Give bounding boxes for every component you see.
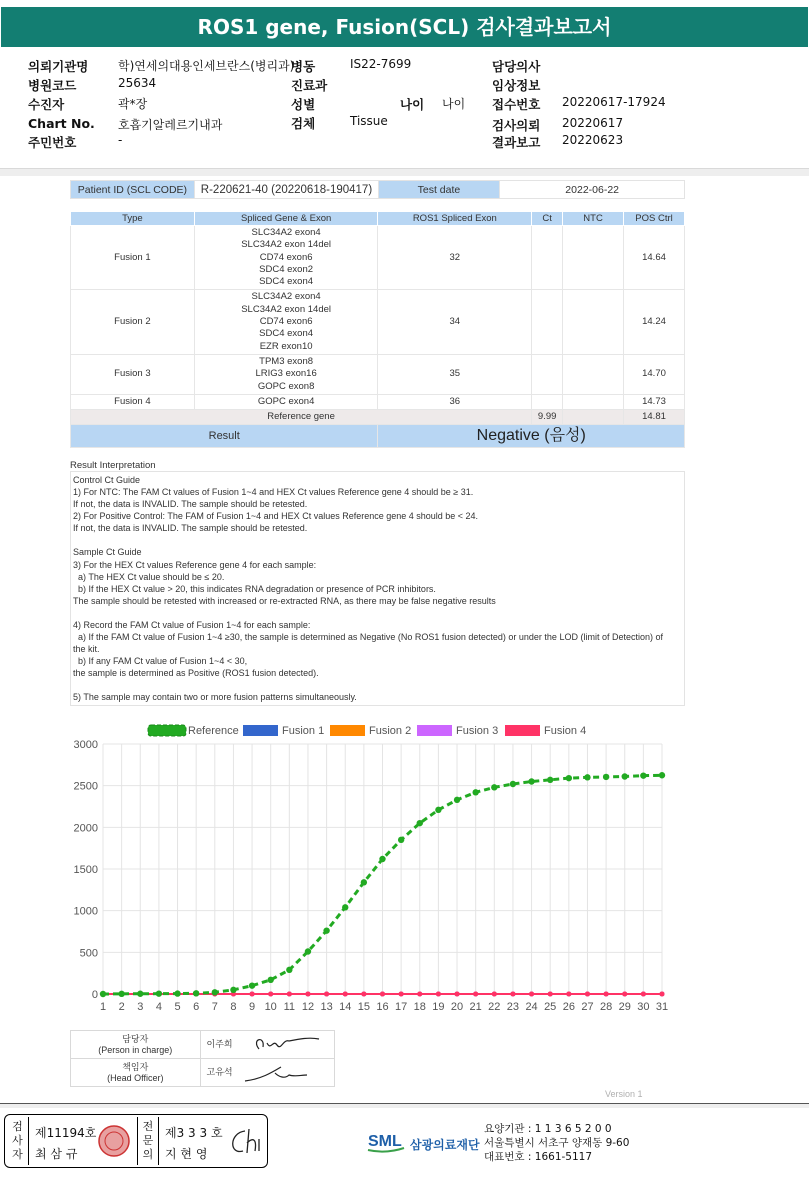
x-tick-label: 25 [544,1001,557,1013]
age-value: 나이 [442,97,466,111]
head-name: 고유석 [206,1067,233,1077]
data-point [641,992,646,997]
data-point [323,927,329,933]
gene-exon: GOPC exon8 [257,380,315,392]
data-point [622,992,627,997]
hospital-code-value: 25634 [118,76,157,90]
pid-value: R-220621-40 (20220618-190417) [194,181,378,199]
data-point [584,774,590,780]
data-point [472,789,478,795]
cell-type: Fusion 1 [71,226,195,290]
data-point [454,797,460,803]
x-tick-label: 2 [118,1001,125,1013]
y-tick-label: 2000 [73,822,98,835]
gene-exon: TPM3 exon8 [259,355,314,367]
inspector-name: 최 삼 규 [35,1147,78,1161]
x-tick-label: 5 [174,1001,181,1013]
data-point [510,992,515,997]
data-point [399,992,404,997]
interpretation-line: a) The HEX Ct value should be ≤ 20. [73,571,225,582]
chart-label: Chart No. [28,116,95,131]
data-point [622,773,628,779]
interpretation-line: 5) The sample may contain two or more fusion patterns simultaneously. [73,692,357,703]
x-tick-label: 19 [432,1001,445,1013]
data-point [566,775,572,781]
data-point [156,990,162,996]
result-value: Negative (음성) [378,425,685,448]
doctor-vertical-label [137,1117,159,1165]
specimen-label: 검체 [291,116,316,131]
data-point [305,948,311,954]
doctor-number: 제3 3 3 호 [165,1126,223,1140]
col-header: ROS1 Spliced Exon [378,212,532,226]
data-point [305,992,310,997]
section-divider [0,168,809,176]
reference-pos: 14.81 [624,410,685,425]
x-tick-label: 14 [339,1001,352,1013]
data-point [528,778,534,784]
x-tick-label: 6 [193,1001,200,1013]
specimen-value: Tissue [350,114,388,128]
x-tick-label: 24 [525,1001,538,1013]
clinical-label: 임상정보 [492,78,541,93]
y-tick-label: 1500 [73,864,98,876]
gene-exon: SLC34A2 exon4 [251,227,321,238]
data-point [193,990,199,996]
doctor-label: 담당의사 [492,59,541,74]
cell-genes [194,354,378,394]
data-point [640,772,646,778]
y-tick-label: 0 [91,989,98,1001]
y-tick-label: 500 [79,947,98,960]
id-label: 주민번호 [28,135,77,150]
interpretation-line: The sample should be retested with increased or re-extracted RNA, as there may be false negative results [73,595,496,606]
data-point [436,992,441,997]
results-table [70,211,685,448]
stamp-char: 자 [12,1148,23,1161]
x-tick-label: 1 [99,1001,107,1013]
receipt-value: 20220617-17924 [562,95,666,109]
signature-image [249,1033,329,1057]
data-point [361,992,366,997]
cell-exon: 34 [378,290,532,354]
data-point [548,992,553,997]
gene-exon: SDC4 exon2 [259,263,314,275]
legend-swatch [417,725,452,736]
cell-type: Fusion 2 [71,290,195,354]
data-point [137,991,143,997]
cell-genes [194,226,378,290]
x-tick-label: 30 [637,1001,650,1013]
legend-label: Fusion 3 [456,725,499,737]
data-point [287,992,292,997]
data-point [547,777,553,783]
x-tick-label: 7 [211,1001,218,1013]
data-point [380,992,385,997]
data-point [510,781,516,787]
data-point [268,992,273,997]
head-label-en: (Head Officer) [107,1072,164,1083]
ward-value: IS22-7699 [350,57,412,71]
request-value: 20220617 [562,116,624,130]
amplification-chart [60,720,680,1020]
x-tick-label: 13 [320,1001,333,1013]
x-tick-label: 31 [655,1001,669,1013]
cell-ntc [563,226,624,290]
interpretation-line [73,607,682,619]
gene-exon: SLC34A2 exon 14del [241,239,332,251]
id-value: - [118,133,123,147]
data-point [455,992,460,997]
x-tick-label: 18 [413,1001,426,1013]
version-label: Version 1 [605,1089,643,1099]
x-tick-label: 17 [395,1001,408,1013]
interpretation-line: a) If the FAM Ct value of Fusion 1~4 ≥30, the sample is determined as Negative (No ROS1 fusion detected) or under the LOD (limit of Detection) of [73,632,663,643]
data-point [435,807,441,813]
interpretation-box [70,471,685,706]
interpretation-line: 1) For NTC: The FAM Ct values of Fusion 1~4 and HEX Ct values Reference gene 4 should be ≥ 31. [73,487,474,498]
logo-text: SML [368,1133,402,1150]
cell-ct [532,394,563,409]
pid-label: Patient ID (SCL CODE) [71,181,195,199]
col-header: Spliced Gene & Exon [194,212,378,226]
col-header: NTC [563,212,624,226]
gene-exon: SDC4 exon4 [259,276,314,288]
patient-value: 곽*장 [118,97,148,111]
x-tick-label: 8 [230,1001,237,1013]
interpretation-title: Result Interpretation [70,460,156,471]
cell-type: Fusion 4 [71,394,195,409]
gene-exon: CD74 exon6 [259,316,313,328]
cell-pos: 14.64 [624,226,685,290]
result-row [71,354,685,394]
data-point [398,837,404,843]
data-point [473,992,478,997]
gene-exon: LRIG3 exon16 [255,368,317,380]
gene-exon: SLC34A2 exon 14del [241,303,332,315]
institution-label: 의뢰기관명 [28,59,89,74]
signature-image [241,1063,331,1087]
cell-pos: 14.70 [624,354,685,394]
data-point [100,991,106,997]
data-point [286,967,292,973]
data-point [361,879,367,885]
signature-table [70,1030,335,1087]
data-point [379,856,385,862]
legend-label: Fusion 2 [369,725,412,737]
data-point [250,992,255,997]
interpretation-line: 4) Record the FAM Ct value of Fusion 1~4 for each sample: [73,619,311,630]
x-tick-label: 4 [155,1001,162,1013]
interpretation-line [73,679,682,691]
data-point [343,992,348,997]
dept-label: 진료과 [291,78,328,93]
data-point [417,992,422,997]
data-point [249,982,255,988]
y-tick-label: 2500 [73,780,98,793]
x-tick-label: 9 [249,1001,256,1013]
interpretation-line: b) If any FAM Ct value of Fusion 1~4 < 30, [73,656,248,667]
cell-type: Fusion 3 [71,354,195,394]
person-name: 이주희 [206,1039,233,1049]
legend-label: Fusion 1 [282,725,325,737]
reference-label: Reference gene [71,410,532,425]
x-tick-label: 10 [264,1001,277,1013]
data-point [417,820,423,826]
x-tick-label: 26 [562,1001,575,1013]
receipt-label: 접수번호 [492,97,541,112]
head-label: 책임자 [122,1061,149,1072]
x-tick-label: 3 [137,1001,144,1013]
x-tick-label: 21 [469,1001,482,1013]
data-point [492,992,497,997]
sex-label: 성별 [291,97,316,112]
x-tick-label: 22 [488,1001,501,1013]
stamp-char: 의 [142,1148,154,1161]
request-label: 검사의뢰 [492,118,541,133]
footer-divider [0,1103,809,1108]
test-date-value: 2022-06-22 [500,181,685,199]
person-label: 담당자 [122,1033,149,1044]
x-tick-label: 20 [450,1001,464,1013]
reference-row [71,410,685,425]
test-date-label: Test date [378,181,500,199]
stamp-char: 검 [12,1120,23,1133]
data-point [659,772,665,778]
seal-icon [97,1124,131,1158]
data-point [604,992,609,997]
cell-genes [194,290,378,354]
person-label-en: (Person in charge) [98,1044,173,1055]
ward-label: 병동 [291,59,316,74]
chart-value: 호흡기알레르기내과 [118,118,223,132]
inspector-number: 제11194호 [35,1126,97,1140]
data-point [268,977,274,983]
cell-pos: 14.73 [624,394,685,409]
col-header: POS Ctrl [624,212,685,226]
interpretation-line: 3) For the HEX Ct values Reference gene 4 for each sample: [73,559,317,570]
x-tick-label: 29 [618,1001,631,1013]
data-point [491,784,497,790]
age-label: 나이 [400,97,425,112]
interpretation-line [73,534,682,546]
legend-swatch [330,725,365,736]
data-point [529,992,534,997]
data-point [603,774,609,780]
final-result-row [71,425,685,448]
cell-exon: 35 [378,354,532,394]
cell-ct [532,226,563,290]
cell-ct [532,290,563,354]
reference-ntc [563,410,624,425]
hospital-code-label: 병원코드 [28,78,77,93]
legend-swatch [243,725,278,736]
report-date-label: 결과보고 [492,135,541,150]
x-tick-label: 12 [301,1001,315,1013]
y-tick-label: 3000 [73,739,98,751]
x-tick-label: 28 [599,1001,613,1013]
stamp-char: 사 [12,1134,23,1147]
patient-label: 수진자 [28,97,65,112]
legend-swatch [148,725,186,736]
result-label: Result [71,425,378,448]
interpretation-line: Control Ct Guide [73,475,141,485]
result-row [71,226,685,290]
gene-exon: SDC4 exon4 [259,328,314,340]
legend-label: Reference [188,725,239,737]
phone: 대표번호 : 1661-5117 [484,1151,593,1163]
result-row [71,394,685,409]
x-tick-label: 11 [283,1001,296,1013]
x-tick-label: 15 [357,1001,370,1013]
data-point [230,987,236,993]
interpretation-line: the kit. [73,644,100,655]
institution-value: 학)연세의대용인세브란스(병리과) [118,59,295,73]
cell-ntc [563,290,624,354]
x-tick-label: 27 [581,1001,594,1013]
approval-stamp [4,1114,268,1168]
head-officer-cell [71,1059,201,1087]
data-point [324,992,329,997]
patient-info [0,54,809,154]
col-header: Type [71,212,195,226]
doctor-name: 지 현 영 [165,1147,208,1161]
interpretation-line: 2) For Positive Control: The FAM of Fusion 1~4 and HEX Ct values Reference gene 4 should be < 24. [73,511,479,522]
gene-exon: SLC34A2 exon4 [251,291,321,303]
legend-swatch [505,725,540,736]
interpretation-line: b) If the HEX Ct value > 20, this indicates RNA degradation or presence of PCR inhibitors. [73,583,436,594]
org-name: 삼광의료재단 [410,1138,480,1152]
interpretation-line: the sample is determined as Positive (ROS1 fusion detected). [73,668,319,679]
report-title: ROS1 gene, Fusion(SCL) 검사결과보고서 [1,7,808,47]
data-point [118,991,124,997]
gene-exon: CD74 exon6 [259,251,313,263]
col-header: Ct [532,212,563,226]
interpretation-line: If not, the data is INVALID. The sample should be retested. [73,523,308,534]
gene-exon: GOPC exon4 [257,395,315,407]
patient-id-table [70,180,685,199]
address: 서울특별시 서초구 양재동 9-60 [484,1137,630,1149]
report-date-value: 20220623 [562,133,624,147]
x-tick-label: 16 [376,1001,389,1013]
data-point [174,990,180,996]
cell-exon: 32 [378,226,532,290]
stamp-char: 문 [142,1134,154,1147]
sml-logo-icon [366,1124,406,1154]
x-tick-label: 23 [506,1001,520,1013]
result-row [71,290,685,354]
legend-label: Fusion 4 [544,725,587,737]
reference-ct: 9.99 [532,410,563,425]
facility-code: 요양기관 : 1 1 3 6 5 2 0 0 [484,1123,612,1135]
cell-ct [532,354,563,394]
person-in-charge-cell [71,1031,201,1059]
data-point [660,992,665,997]
footer [366,1118,806,1168]
cell-exon: 36 [378,394,532,409]
data-point [585,992,590,997]
interpretation-line: If not, the data is INVALID. The sample should be retested. [73,499,308,510]
cell-ntc [563,394,624,409]
data-point [342,904,348,910]
person-signature-cell [200,1031,334,1059]
cell-ntc [563,354,624,394]
cell-genes [194,394,378,409]
interpretation-line: Sample Ct Guide [73,547,142,558]
y-tick-label: 1000 [73,905,98,918]
inspector-vertical-label [7,1117,29,1165]
head-signature-cell [200,1059,334,1087]
cell-pos: 14.24 [624,290,685,354]
data-point [566,992,571,997]
data-point [212,989,218,995]
signature-image [225,1125,265,1159]
stamp-char: 전 [142,1120,154,1133]
gene-exon: EZR exon10 [259,340,313,352]
footer-address [484,1122,629,1164]
